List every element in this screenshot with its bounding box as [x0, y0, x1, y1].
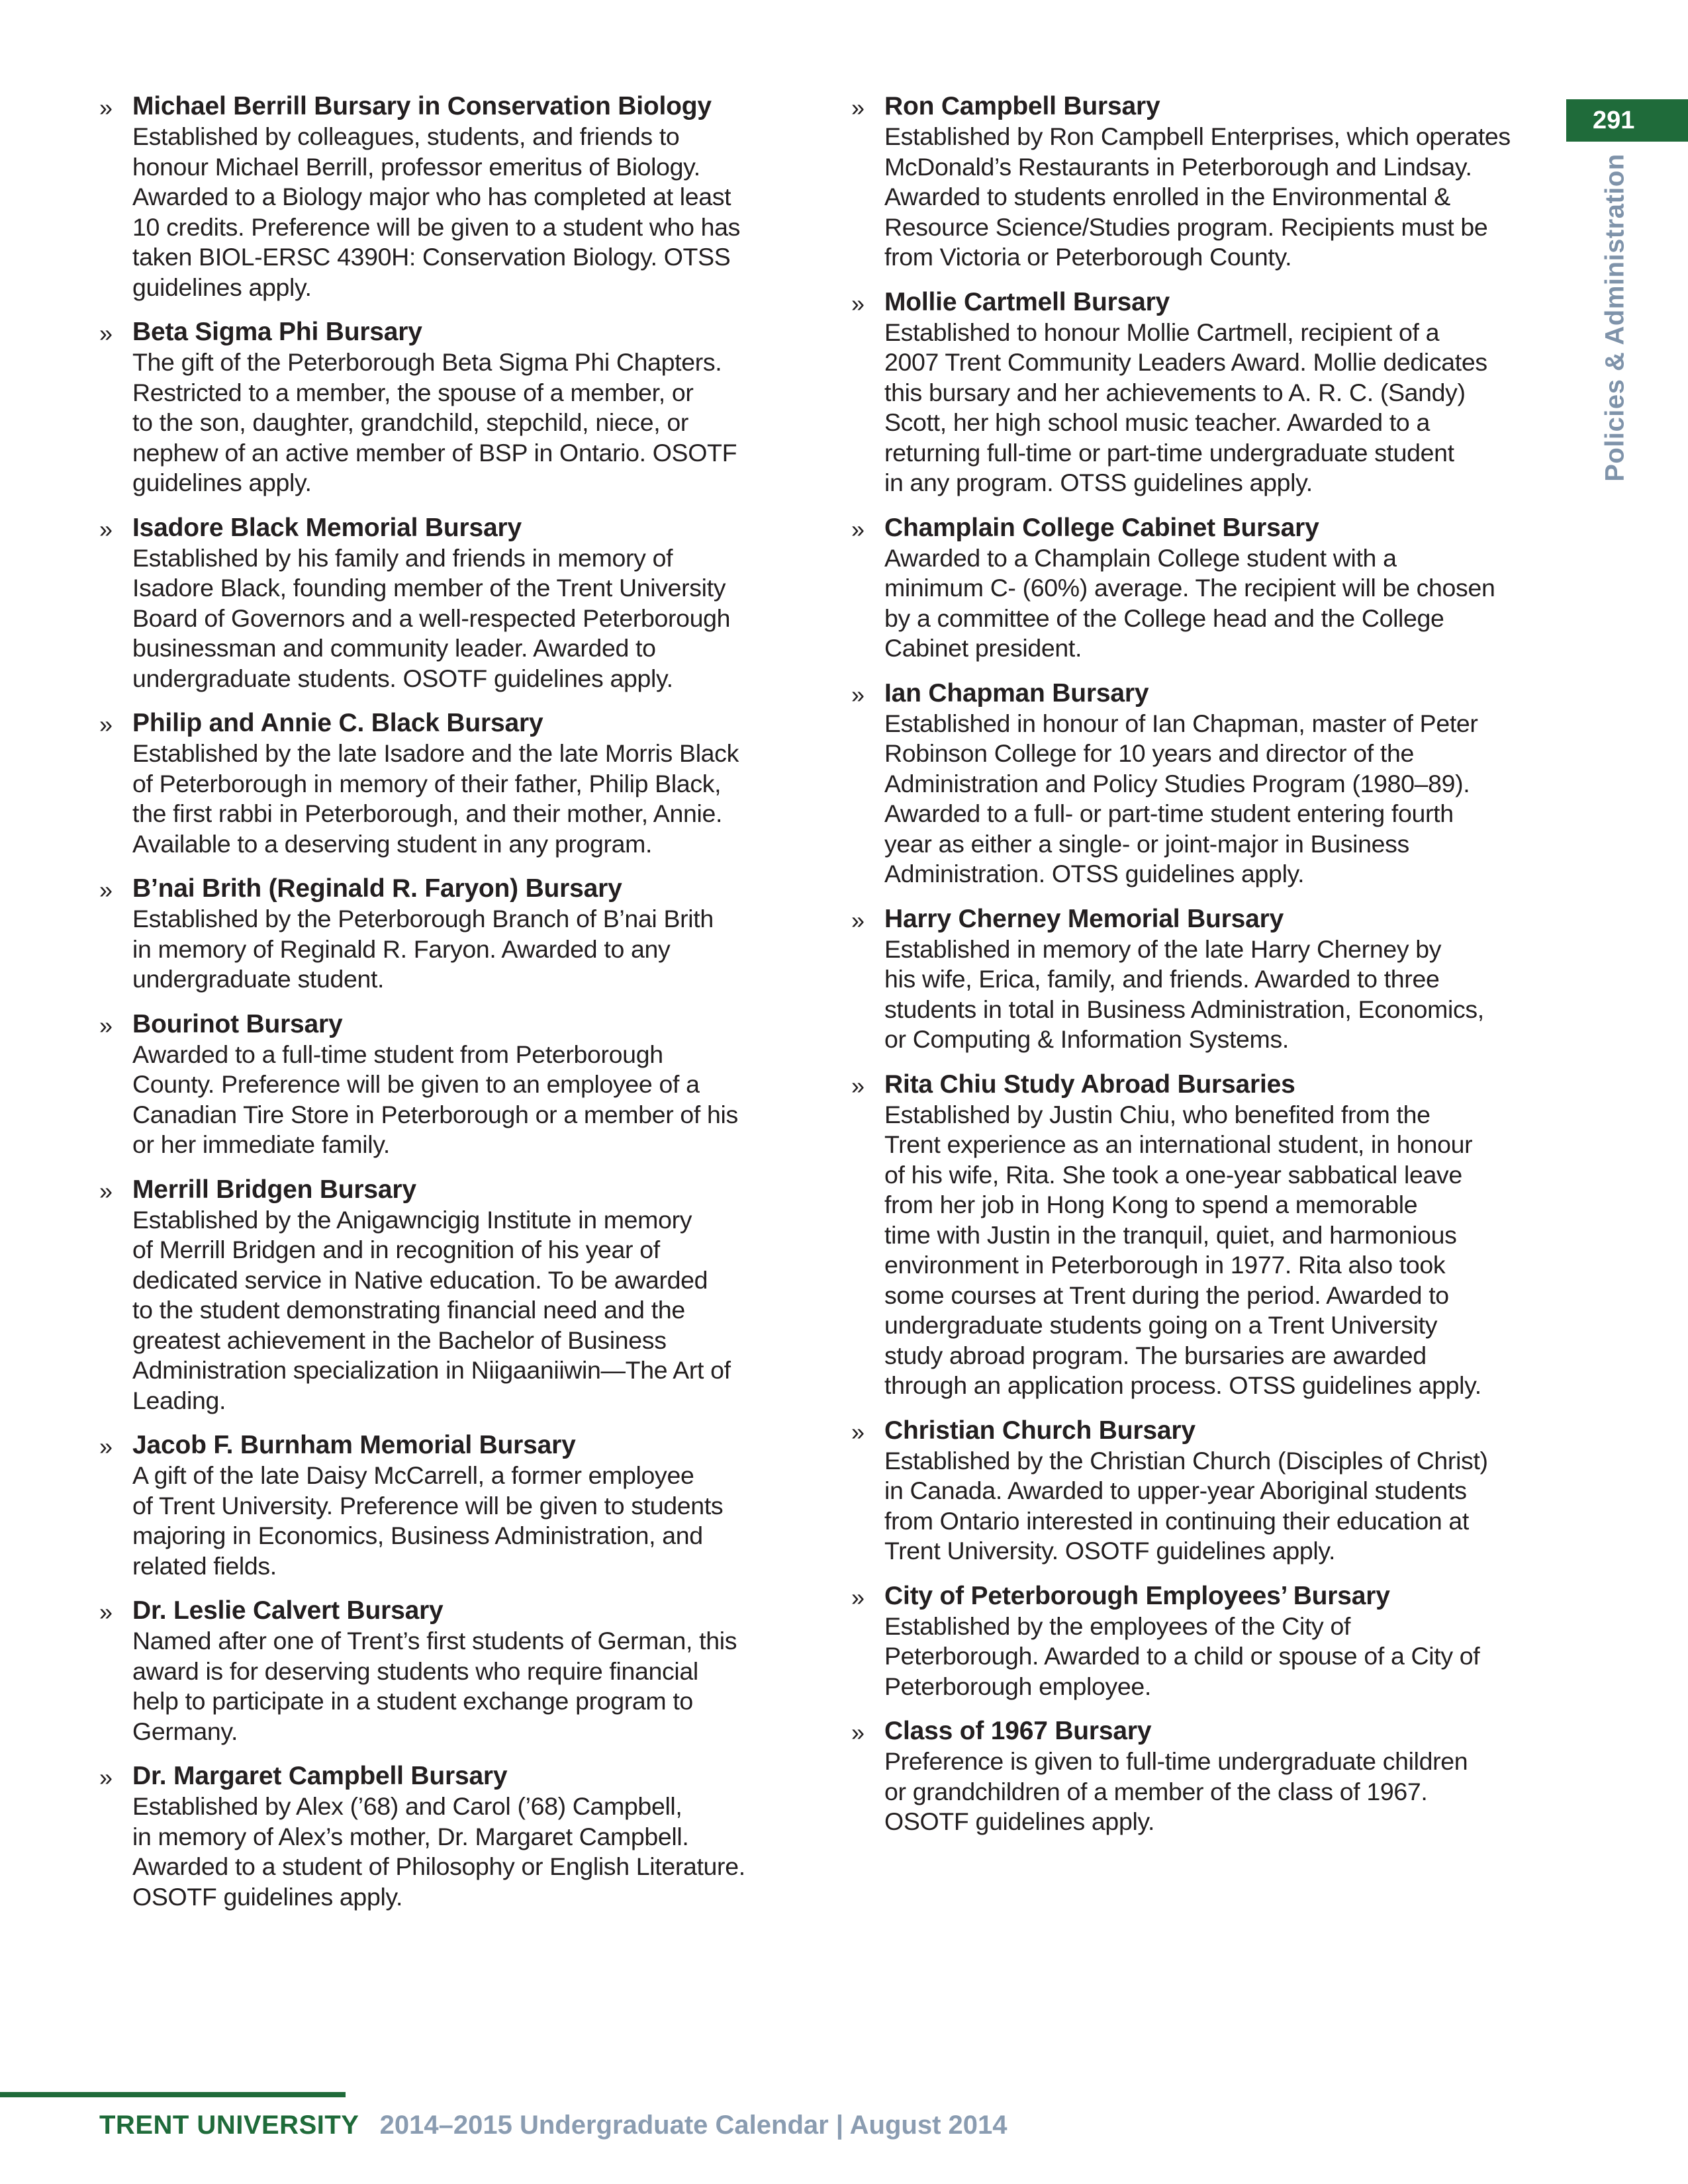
chevron-bullet-icon: »: [99, 515, 113, 543]
chevron-bullet-icon: »: [99, 1764, 113, 1791]
chevron-bullet-icon: »: [99, 320, 113, 347]
bursary-entry: [99, 91, 814, 302]
description-line: Cabinet president.: [884, 634, 1082, 662]
footer-calendar: 2014–2015 Undergraduate Calendar | August 2014: [379, 2111, 1008, 2140]
bursary-title: Harry Cherney Memorial Bursary: [884, 904, 1284, 933]
description-line: from Ontario interested in continuing their education at: [884, 1506, 1470, 1535]
description-line: County. Preference will be given to an employee of a: [132, 1070, 700, 1098]
description-line: A gift of the late Daisy McCarrell, a former employee: [132, 1461, 694, 1489]
description-line: related fields.: [132, 1551, 277, 1580]
bursary-description: [132, 1461, 814, 1581]
description-line: greatest achievement in the Bachelor of Business: [132, 1326, 667, 1354]
bursary-title: Champlain College Cabinet Bursary: [884, 513, 1319, 542]
chevron-bullet-icon: »: [851, 1583, 865, 1611]
bursary-title: Beta Sigma Phi Bursary: [132, 318, 422, 346]
description-line: Leading.: [132, 1386, 226, 1414]
bursary-description: [132, 739, 814, 859]
description-line: time with Justin in the tranquil, quiet, and harmonious: [884, 1220, 1457, 1249]
bursary-entry: [99, 1596, 814, 1747]
bursary-title: Ron Campbell Bursary: [884, 92, 1160, 120]
chevron-bullet-icon: »: [851, 1719, 865, 1746]
description-line: The gift of the Peterborough Beta Sigma Phi Chapters.: [132, 348, 722, 376]
bursary-title: B’nai Brith (Reginald R. Faryon) Bursary: [132, 874, 622, 903]
footer-rule: [0, 2092, 346, 2097]
description-line: this bursary and her achievements to A. R. C. (Sandy): [884, 378, 1466, 406]
description-line: Established by the Anigawncigig Institute in memory: [132, 1205, 692, 1234]
description-line: some courses at Trent during the period. Awarded to: [884, 1281, 1449, 1309]
description-line: or Computing & Information Systems.: [884, 1025, 1289, 1053]
bursary-title: Isadore Black Memorial Bursary: [132, 513, 522, 542]
bursary-description: [884, 1747, 1566, 1837]
bursary-entry: [99, 874, 814, 995]
description-line: Awarded to a Biology major who has completed at least: [132, 183, 731, 210]
description-line: help to participate in a student exchange program to: [132, 1687, 693, 1715]
bursary-description: [132, 1792, 814, 1912]
description-line: study abroad program. The bursaries are awarded: [884, 1341, 1427, 1369]
chevron-bullet-icon: »: [99, 711, 113, 738]
description-line: undergraduate students going on a Trent University: [884, 1311, 1438, 1339]
chevron-bullet-icon: »: [851, 1071, 865, 1099]
description-line: guidelines apply.: [132, 469, 312, 496]
description-line: majoring in Economics, Business Administration, and: [132, 1522, 703, 1549]
chevron-bullet-icon: »: [99, 1011, 113, 1039]
bursary-title: Bourinot Bursary: [132, 1009, 343, 1038]
description-line: to the son, daughter, grandchild, stepchild, niece, or: [132, 408, 688, 436]
description-line: nephew of an active member of BSP in Ontario. OSOTF: [132, 438, 737, 467]
description-line: the first rabbi in Peterborough, and their mother, Annie.: [132, 799, 723, 827]
chevron-bullet-icon: »: [99, 1433, 113, 1460]
description-line: Awarded to a student of Philosophy or English Literature.: [132, 1852, 745, 1880]
page-number: 291: [1566, 99, 1688, 142]
bursary-description: [132, 347, 814, 498]
section-label: Policies & Administration: [1600, 154, 1630, 482]
description-line: Established by Ron Campbell Enterprises, which operates: [884, 122, 1511, 150]
chevron-bullet-icon: »: [851, 94, 865, 121]
description-line: Established by the Christian Church (Disciples of Christ): [884, 1446, 1488, 1475]
description-line: undergraduate students. OSOTF guidelines apply.: [132, 664, 673, 692]
description-line: or her immediate family.: [132, 1130, 390, 1158]
description-line: award is for deserving students who require financial: [132, 1657, 698, 1685]
bursary-description: [884, 1446, 1566, 1567]
chevron-bullet-icon: »: [99, 94, 113, 121]
description-line: Trent experience as an international student, in honour: [884, 1130, 1473, 1158]
bursary-title: Philip and Annie C. Black Bursary: [132, 709, 543, 737]
bursary-entry: [851, 1581, 1566, 1702]
description-line: businessman and community leader. Awarded to: [132, 634, 656, 662]
description-line: 10 credits. Preference will be given to a student who has: [132, 212, 741, 241]
footer-university: TRENT UNIVERSITY: [99, 2111, 359, 2140]
bursary-entry: [851, 513, 1566, 664]
description-line: Canadian Tire Store in Peterborough or a member of his: [132, 1100, 738, 1128]
description-line: undergraduate student.: [132, 965, 385, 993]
bursary-entry: [99, 317, 814, 498]
chevron-bullet-icon: »: [99, 1598, 113, 1625]
description-line: students in total in Business Administration, Economics,: [884, 995, 1484, 1023]
chevron-bullet-icon: »: [99, 1177, 113, 1205]
description-line: year as either a single- or joint-major in Business: [884, 829, 1409, 858]
description-line: Established by the late Isadore and the late Morris Black: [132, 739, 739, 767]
description-line: Established to honour Mollie Cartmell, recipient of a: [884, 318, 1440, 346]
description-line: Preference is given to full-time undergraduate children: [884, 1747, 1468, 1775]
description-line: Administration. OTSS guidelines apply.: [884, 860, 1305, 887]
chevron-bullet-icon: »: [851, 1418, 865, 1445]
description-line: OSOTF guidelines apply.: [132, 1882, 403, 1911]
bursary-entry: [99, 1761, 814, 1912]
description-line: Established by Justin Chiu, who benefited from the: [884, 1100, 1430, 1128]
chevron-bullet-icon: »: [99, 876, 113, 903]
description-line: to the student demonstrating financial need and the: [132, 1296, 685, 1324]
description-line: taken BIOL-ERSC 4390H: Conservation Biology. OTSS: [132, 243, 731, 271]
description-line: Established by his family and friends in memory of: [132, 543, 673, 572]
footer: [99, 2111, 1008, 2140]
bursary-entry: [851, 678, 1566, 889]
description-line: Awarded to students enrolled in the Environmental &: [884, 183, 1450, 210]
bursary-description: [132, 1040, 814, 1160]
description-line: guidelines apply.: [132, 273, 312, 301]
bursary-title: Jacob F. Burnham Memorial Bursary: [132, 1431, 576, 1459]
description-line: of his wife, Rita. She took a one-year sabbatical leave: [884, 1160, 1462, 1189]
description-line: through an application process. OTSS guidelines apply.: [884, 1371, 1481, 1399]
description-line: Isadore Black, founding member of the Trent University: [132, 574, 726, 602]
bursary-entry: [99, 1175, 814, 1416]
description-line: Awarded to a full- or part-time student entering fourth: [884, 799, 1454, 827]
bursary-description: [884, 1612, 1566, 1702]
description-line: Awarded to a Champlain College student with a: [884, 543, 1397, 572]
description-line: minimum C- (60%) average. The recipient will be chosen: [884, 574, 1495, 602]
bursary-title: Mollie Cartmell Bursary: [884, 287, 1170, 316]
description-line: by a committee of the College head and the College: [884, 604, 1444, 632]
description-line: Established by the Peterborough Branch of B’nai Brith: [132, 905, 714, 933]
bursary-title: Merrill Bridgen Bursary: [132, 1175, 416, 1204]
description-line: Established in honour of Ian Chapman, master of Peter: [884, 709, 1478, 737]
description-line: Resource Science/Studies program. Recipients must be: [884, 212, 1488, 241]
description-line: in any program. OTSS guidelines apply.: [884, 469, 1313, 496]
left-column: [99, 91, 814, 1927]
bursary-entry: [851, 287, 1566, 498]
description-line: environment in Peterborough in 1977. Rita also took: [884, 1251, 1446, 1279]
bursary-entry: [851, 1069, 1566, 1401]
bursary-description: [132, 122, 814, 302]
chevron-bullet-icon: »: [851, 515, 865, 543]
bursary-title: City of Peterborough Employees’ Bursary: [884, 1581, 1390, 1610]
description-line: of Peterborough in memory of their father, Philip Black,: [132, 769, 722, 797]
bursary-title: Dr. Margaret Campbell Bursary: [132, 1762, 508, 1790]
description-line: Peterborough employee.: [884, 1672, 1151, 1700]
description-line: Available to a deserving student in any program.: [132, 829, 653, 858]
bursary-entry: [851, 91, 1566, 273]
description-line: of Merrill Bridgen and in recognition of his year of: [132, 1236, 660, 1263]
description-line: Established in memory of the late Harry Cherney by: [884, 934, 1442, 963]
bursary-description: [132, 543, 814, 694]
description-line: 2007 Trent Community Leaders Award. Mollie dedicates: [884, 348, 1487, 376]
bursary-entry: [851, 1716, 1566, 1837]
bursary-description: [132, 1626, 814, 1747]
description-line: Robinson College for 10 years and director of the: [884, 739, 1414, 767]
description-line: Germany.: [132, 1717, 238, 1745]
bursary-title: Ian Chapman Bursary: [884, 678, 1149, 707]
chevron-bullet-icon: »: [851, 906, 865, 934]
bursary-entry: [99, 1009, 814, 1160]
description-line: Scott, her high school music teacher. Awarded to a: [884, 408, 1430, 436]
bursary-entry: [851, 904, 1566, 1055]
description-line: his wife, Erica, family, and friends. Awarded to three: [884, 965, 1440, 993]
bursary-title: Christian Church Bursary: [884, 1416, 1196, 1445]
description-line: Board of Governors and a well-respected Peterborough: [132, 604, 731, 632]
bursary-description: [884, 1100, 1566, 1401]
description-line: Administration and Policy Studies Program (1980–89).: [884, 769, 1470, 797]
description-line: Awarded to a full-time student from Peterborough: [132, 1040, 663, 1068]
bursary-entry: [99, 708, 814, 859]
bursary-description: [884, 934, 1566, 1055]
description-line: Trent University. OSOTF guidelines apply.: [884, 1537, 1336, 1565]
description-line: Named after one of Trent’s first students of German, this: [132, 1627, 737, 1655]
bursary-description: [884, 318, 1566, 498]
description-line: or grandchildren of a member of the class of 1967.: [884, 1777, 1428, 1805]
description-line: Established by Alex (’68) and Carol (’68) Campbell,: [132, 1792, 682, 1820]
bursary-description: [884, 709, 1566, 889]
description-line: dedicated service in Native education. To be awarded: [132, 1265, 708, 1294]
description-line: in memory of Reginald R. Faryon. Awarded to any: [132, 934, 671, 963]
description-line: in Canada. Awarded to upper-year Aboriginal students: [884, 1477, 1467, 1504]
description-line: Established by colleagues, students, and friends to: [132, 122, 680, 150]
description-line: OSOTF guidelines apply.: [884, 1807, 1155, 1835]
description-line: of Trent University. Preference will be given to students: [132, 1491, 724, 1520]
chevron-bullet-icon: »: [851, 680, 865, 708]
description-line: Established by the employees of the City of: [884, 1612, 1351, 1640]
bursary-title: Rita Chiu Study Abroad Bursaries: [884, 1069, 1295, 1099]
description-line: Administration specialization in Niigaaniiwin—The Art of: [132, 1356, 731, 1384]
description-line: from Victoria or Peterborough County.: [884, 243, 1292, 271]
bursary-entry: [851, 1416, 1566, 1567]
right-column: [851, 91, 1566, 1852]
bursary-description: [884, 543, 1566, 664]
description-line: from her job in Hong Kong to spend a memorable: [884, 1191, 1418, 1218]
bursary-description: [132, 904, 814, 995]
description-line: in memory of Alex’s mother, Dr. Margaret Campbell.: [132, 1822, 689, 1850]
description-line: returning full-time or part-time undergraduate student: [884, 438, 1454, 467]
bursary-description: [884, 122, 1566, 273]
bursary-entry: [99, 513, 814, 694]
bursary-title: Michael Berrill Bursary in Conservation Biology: [132, 92, 712, 120]
description-line: honour Michael Berrill, professor emeritus of Biology.: [132, 152, 700, 181]
description-line: Restricted to a member, the spouse of a member, or: [132, 378, 694, 406]
description-line: McDonald’s Restaurants in Peterborough and Lindsay.: [884, 152, 1472, 181]
description-line: Peterborough. Awarded to a child or spouse of a City of: [884, 1642, 1480, 1670]
bursary-entry: [99, 1430, 814, 1581]
chevron-bullet-icon: »: [851, 289, 865, 317]
bursary-title: Dr. Leslie Calvert Bursary: [132, 1596, 444, 1625]
bursary-description: [132, 1205, 814, 1416]
bursary-title: Class of 1967 Bursary: [884, 1717, 1152, 1745]
